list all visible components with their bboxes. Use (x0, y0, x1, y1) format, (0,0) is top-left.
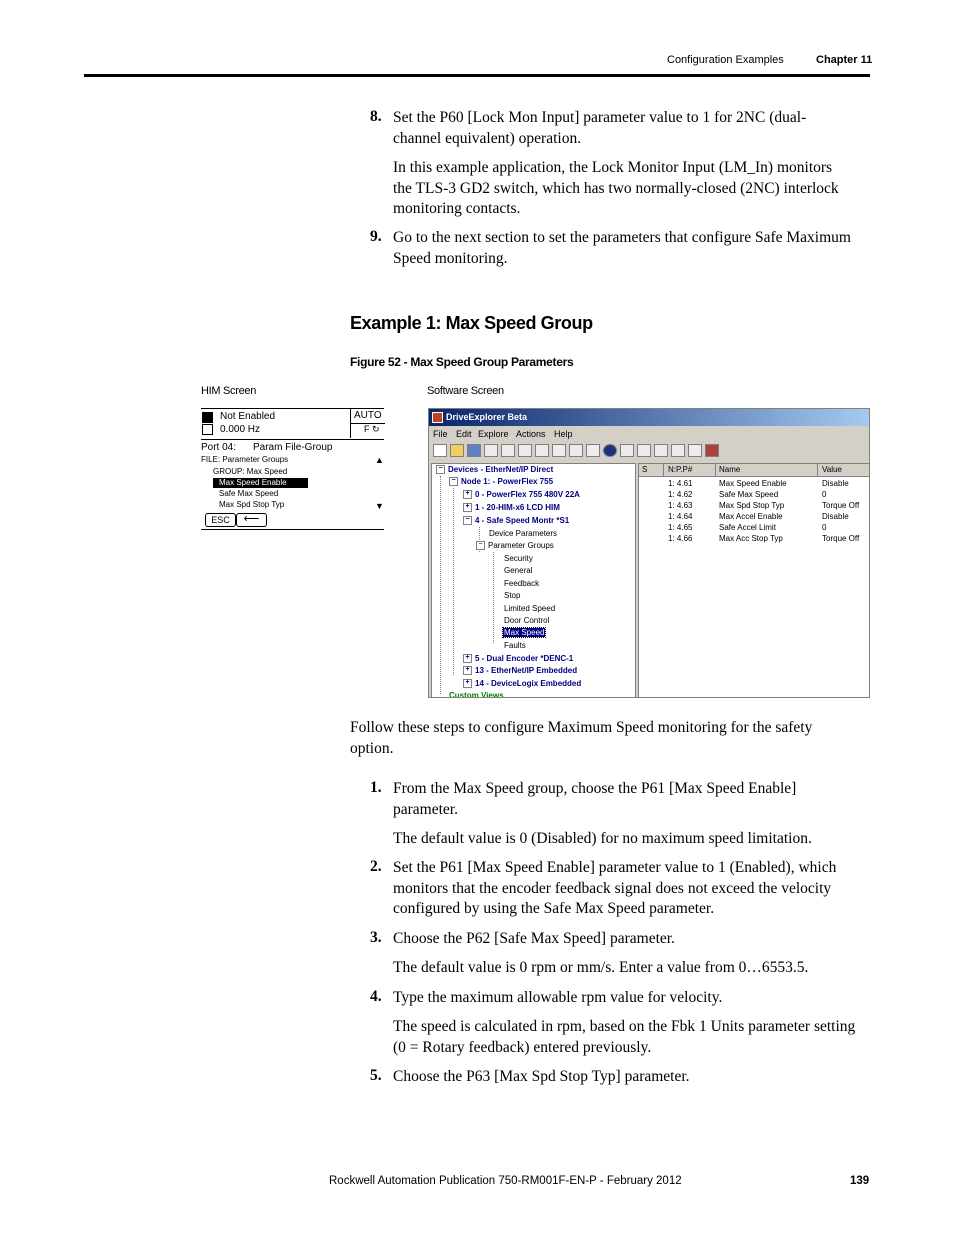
open-folder-icon[interactable] (450, 444, 464, 457)
scroll-up-icon[interactable]: ▲ (375, 455, 384, 465)
footer-publication: Rockwell Automation Publication 750-RM001F-EN-P - February 2012 (329, 1175, 682, 1187)
collapse-icon[interactable]: − (463, 516, 472, 525)
tree-node[interactable]: − Node 1: - PowerFlex 755 (449, 477, 553, 486)
software-window (428, 408, 870, 698)
upload-icon[interactable] (586, 444, 600, 457)
step-8-text: Set the P60 [Lock Mon Input] parameter value to 1 for 2NC (dual- channel equivalent) operation. (393, 109, 807, 147)
step-1-text: From the Max Speed group, choose the P61 [Max Speed Enable] parameter. (393, 780, 797, 818)
table-row[interactable] (639, 479, 870, 490)
section-title: Example 1: Max Speed Group (350, 313, 593, 333)
step-9-number: 9. (370, 228, 382, 245)
tree-group-selected[interactable]: Max Speed (504, 628, 545, 637)
expand-icon[interactable]: + (463, 679, 472, 688)
paste-icon[interactable] (518, 444, 532, 457)
window-title: DriveExplorer Beta (446, 412, 528, 422)
toolbar (433, 444, 869, 461)
parameter-list (638, 463, 870, 698)
info-icon[interactable] (603, 444, 617, 457)
cell-name: Safe Accel Limit (719, 523, 776, 532)
tree-group[interactable]: Limited Speed (504, 604, 556, 613)
table-row[interactable] (639, 534, 870, 545)
print-icon[interactable] (535, 444, 549, 457)
display-icon[interactable] (654, 444, 668, 457)
menu-bar (429, 427, 870, 441)
tree-group[interactable]: Faults (504, 641, 526, 650)
cell-value: Torque Off (822, 534, 860, 543)
header-chapter: Chapter 11 (816, 54, 873, 66)
him-stop-indicator (202, 412, 213, 423)
menu-edit[interactable]: Edit (456, 429, 472, 439)
tree-port[interactable]: − 4 - Safe Speed Montr *S1 (463, 516, 569, 525)
expand-icon[interactable]: + (463, 490, 472, 499)
back-arrow-button[interactable] (236, 513, 267, 527)
tree-port[interactable]: + 5 - Dual Encoder *DENC-1 (463, 654, 573, 663)
step-2-text: Set the P61 [Max Speed Enable] parameter value to 1 (Enabled), which monitors that the encoder feedback signal does not exceed the velocity configured by using the Safe Max Speed parameter. (393, 859, 837, 917)
tree-group[interactable]: General (504, 566, 533, 575)
expand-icon[interactable]: + (463, 503, 472, 512)
network-icon[interactable] (620, 444, 634, 457)
collapse-icon[interactable]: − (436, 465, 445, 474)
collapse-icon[interactable]: − (449, 477, 458, 486)
tree-port[interactable]: + 14 - DeviceLogix Embedded (463, 679, 581, 688)
tree-port[interactable]: + 1 - 20-HIM-x6 LCD HIM (463, 503, 560, 512)
wizard-icon[interactable] (671, 444, 685, 457)
cell-name: Safe Max Speed (719, 490, 779, 499)
tree-group[interactable]: Security (504, 554, 533, 563)
back-arrow-icon: ⟵ (243, 513, 260, 525)
menu-help[interactable]: Help (554, 429, 573, 439)
table-row[interactable] (639, 490, 870, 501)
him-mode-box (350, 409, 385, 438)
cell-value: 0 (822, 490, 827, 499)
cell-value: Torque Off (822, 501, 860, 510)
col-header-status[interactable]: S (642, 465, 648, 474)
expand-icon[interactable]: + (463, 666, 472, 675)
device-tree (431, 463, 636, 698)
step-1-note: The default value is 0 (Disabled) for no maximum speed limitation. (393, 830, 812, 847)
him-item[interactable]: Safe Max Speed (219, 489, 279, 498)
him-frequency: 0.000 Hz (220, 424, 261, 435)
him-label: HIM Screen (201, 385, 257, 397)
cut-icon[interactable] (484, 444, 498, 457)
app-icon (432, 412, 443, 423)
cell-value: Disable (822, 512, 849, 521)
tree-group[interactable]: Door Control (504, 616, 550, 625)
intro-text: Follow these steps to configure Maximum Speed monitoring for the safety option. (350, 719, 813, 757)
header-rule (84, 74, 870, 77)
step-8-number: 8. (370, 108, 382, 125)
him-screen (201, 408, 384, 530)
cell-name: Max Accel Enable (719, 512, 783, 521)
step-4-number: 4. (370, 988, 382, 1005)
him-mode: AUTO (354, 410, 382, 421)
rotate-icon: ↻ (372, 424, 380, 434)
cell-number: 1: 4.61 (668, 479, 693, 488)
new-file-icon[interactable] (433, 444, 447, 457)
scroll-down-icon[interactable]: ▼ (375, 501, 384, 511)
step-9-text: Go to the next section to set the parameters that configure Safe Maximum Speed monitoring. (393, 229, 851, 267)
him-status-bar (201, 408, 384, 440)
tree-port[interactable]: + 0 - PowerFlex 755 480V 22A (463, 490, 580, 499)
list-header (639, 464, 870, 477)
menu-explore[interactable]: Explore (478, 429, 509, 439)
footer-page-number: 139 (850, 1175, 870, 1187)
tree-port[interactable]: + 13 - EtherNet/IP Embedded (463, 666, 577, 675)
cell-value: 0 (822, 523, 827, 532)
cell-number: 1: 4.62 (668, 490, 693, 499)
table-row[interactable] (639, 523, 870, 534)
link-icon[interactable] (569, 444, 583, 457)
step-3-number: 3. (370, 929, 382, 946)
step-8-note: In this example application, the Lock Monitor Input (LM_In) monitors the TLS-3 GD2 switch, which has two normally-closed (2NC) interlock monitoring contacts. (393, 159, 839, 217)
copy-icon[interactable] (501, 444, 515, 457)
step-3-note: The default value is 0 rpm or mm/s. Enter a value from 0…6553.5. (393, 959, 809, 976)
him-file: FILE: Parameter Groups (201, 455, 289, 464)
him-status: Not Enabled (220, 411, 276, 422)
step-4-text: Type the maximum allowable rpm value for velocity. (393, 989, 723, 1006)
step-4-note: The speed is calculated in rpm, based on the Fbk 1 Units parameter setting (0 = Rotary feedback) entered previously. (393, 1018, 856, 1056)
properties-icon[interactable] (552, 444, 566, 457)
col-header-value[interactable]: Value (822, 465, 842, 474)
step-5-number: 5. (370, 1067, 382, 1084)
software-label: Software Screen (427, 385, 504, 397)
title-bar (429, 409, 870, 426)
network-alt-icon[interactable] (637, 444, 651, 457)
cell-number: 1: 4.63 (668, 501, 693, 510)
cell-number: 1: 4.64 (668, 512, 693, 521)
step-5-text: Choose the P63 [Max Spd Stop Typ] parameter. (393, 1068, 690, 1085)
him-item[interactable]: Max Spd Stop Typ (219, 500, 285, 509)
step-1-number: 1. (370, 779, 382, 796)
tree-group[interactable]: Stop (504, 591, 521, 600)
header-section: Configuration Examples (667, 54, 784, 66)
compare-icon[interactable] (688, 444, 702, 457)
cell-number: 1: 4.65 (668, 523, 693, 532)
him-group: GROUP: Max Speed (213, 467, 288, 476)
collapse-icon[interactable]: − (476, 541, 485, 550)
tree-device-parameters[interactable]: Device Parameters (489, 529, 558, 538)
him-run-indicator (202, 424, 213, 435)
expand-icon[interactable]: + (463, 654, 472, 663)
tree-custom-views[interactable]: Custom Views (449, 691, 504, 698)
col-header-name[interactable]: Name (719, 465, 741, 474)
esc-button[interactable]: ESC (205, 513, 236, 527)
cell-number: 1: 4.66 (668, 534, 693, 543)
tree-parameter-groups[interactable]: − Parameter Groups (476, 541, 554, 550)
cell-name: Max Spd Stop Typ (719, 501, 785, 510)
cell-value: Disable (822, 479, 849, 488)
save-icon[interactable] (467, 444, 481, 457)
him-item-selected[interactable]: Max Speed Enable (213, 478, 308, 488)
table-row[interactable] (639, 512, 870, 523)
step-2-number: 2. (370, 858, 382, 875)
him-port: Port 04: (201, 442, 237, 453)
him-port-title: Param File-Group (253, 442, 333, 453)
cell-name: Max Acc Stop Typ (719, 534, 783, 543)
cell-name: Max Speed Enable (719, 479, 787, 488)
manual-icon[interactable] (705, 444, 719, 457)
menu-actions[interactable]: Actions (516, 429, 546, 439)
step-3-text: Choose the P62 [Safe Max Speed] parameter. (393, 930, 675, 947)
table-row[interactable] (639, 501, 870, 512)
tree-root[interactable]: − Devices - EtherNet/IP Direct (436, 465, 553, 474)
tree-group[interactable]: Feedback (504, 579, 540, 588)
col-header-number[interactable]: N:P.P# (668, 465, 693, 474)
him-direction: F ↻ (364, 424, 380, 434)
figure-caption: Figure 52 - Max Speed Group Parameters (350, 355, 574, 369)
menu-file[interactable]: File (433, 429, 448, 439)
